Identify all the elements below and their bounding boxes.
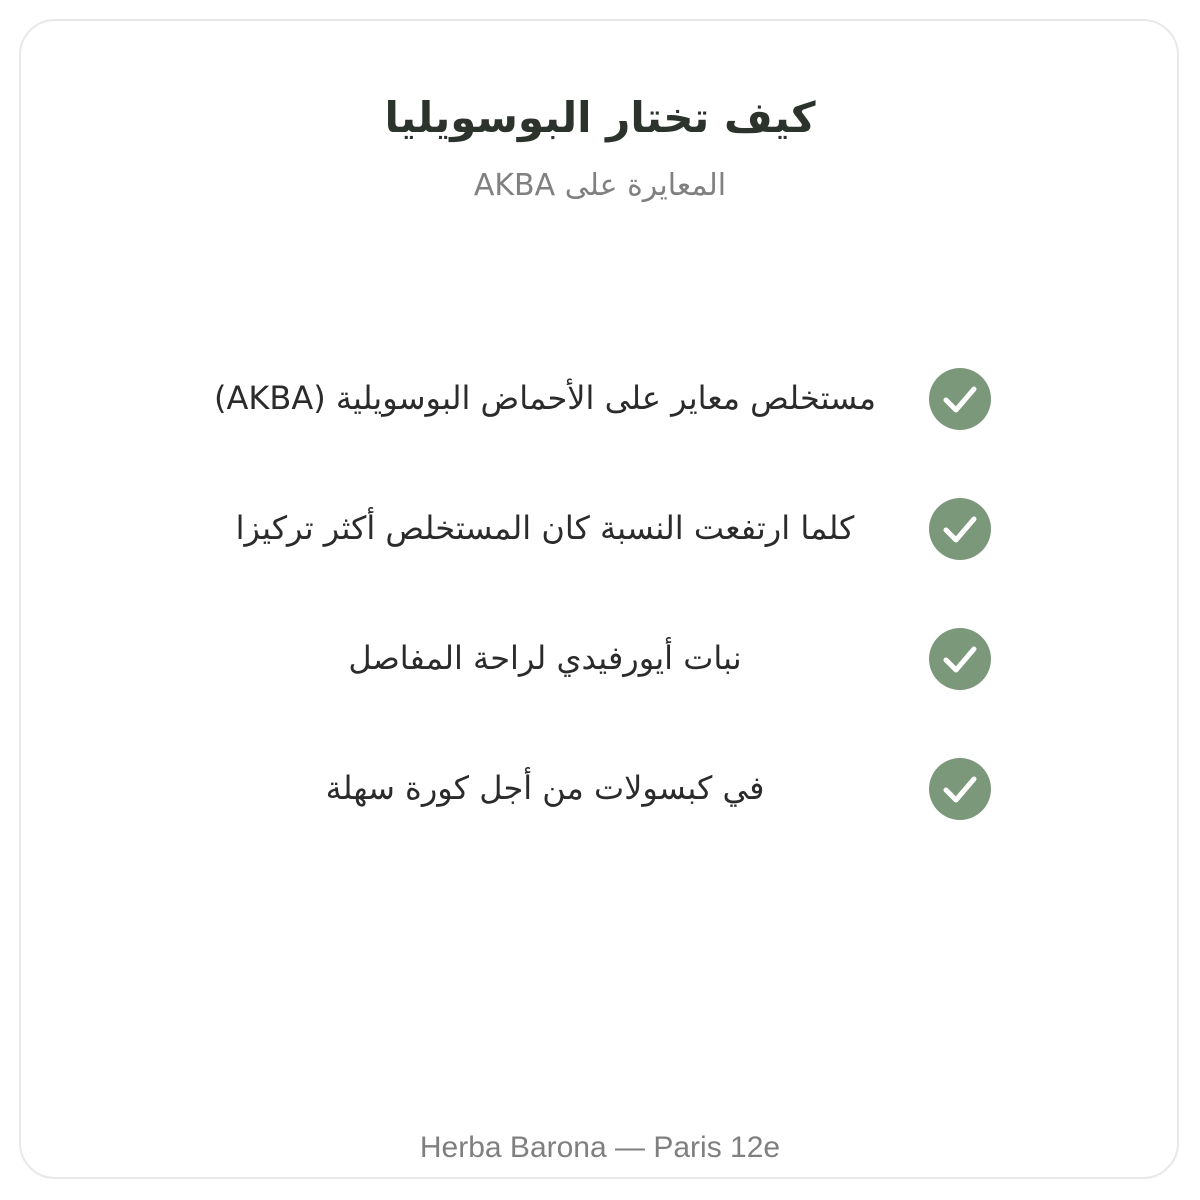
- list-item-text: كلما ارتفعت النسبة كان المستخلص أكثر تركيزا: [235, 509, 855, 547]
- page-subtitle: المعايرة على AKBA: [473, 168, 727, 203]
- footer-text: Herba Barona — Paris 12e: [419, 1131, 781, 1164]
- list-item: [120, 496, 1080, 560]
- list-item: [120, 366, 1080, 430]
- check-icon: [929, 498, 991, 560]
- check-icon: [929, 758, 991, 820]
- check-icon: [929, 368, 991, 430]
- list-item: [120, 626, 1080, 690]
- page-title: كيف تختار البوسويليا: [384, 93, 816, 142]
- check-icon: [929, 628, 991, 690]
- list-item-text: في كبسولات من أجل كورة سهلة: [325, 769, 765, 807]
- list-item: [120, 756, 1080, 820]
- list-item-text: نبات أيورفيدي لراحة المفاصل: [348, 639, 742, 677]
- list-item-text: مستخلص معاير على الأحماض البوسويلية (AKBA): [214, 379, 876, 417]
